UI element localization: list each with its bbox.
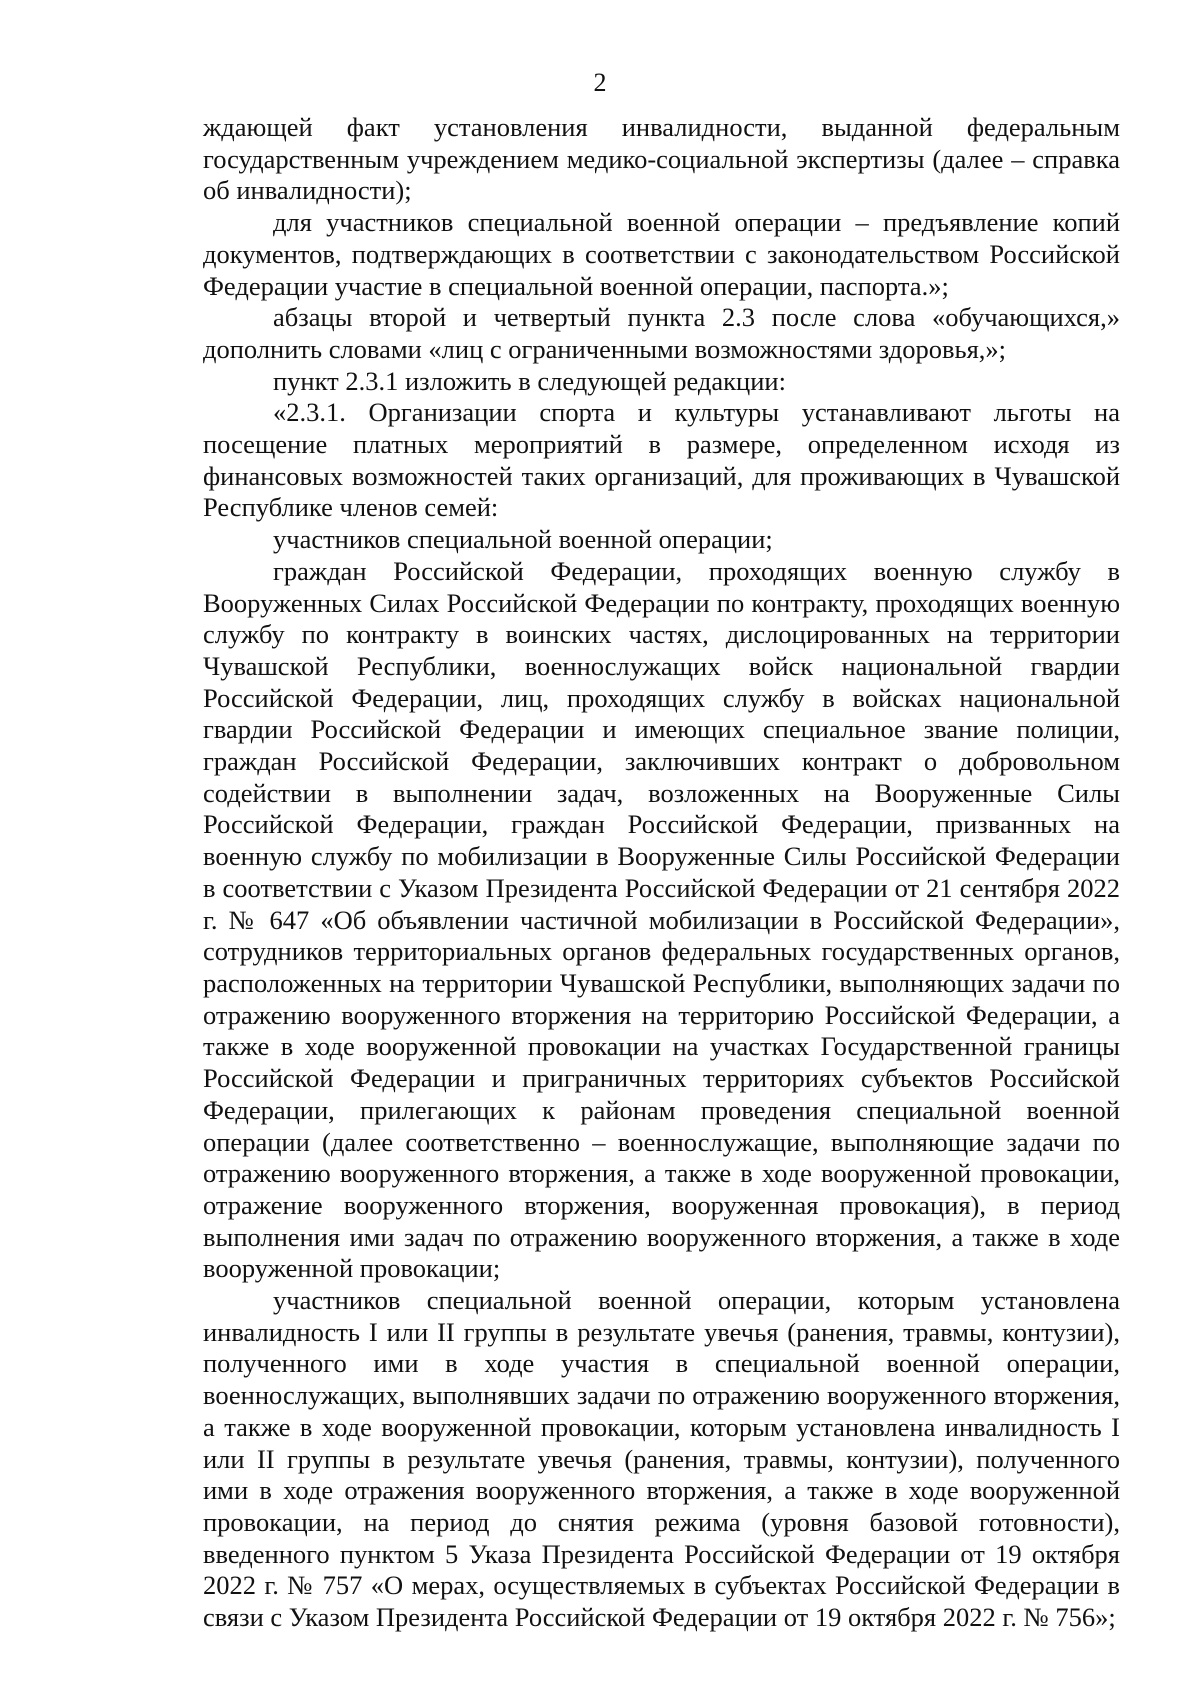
- paragraph: участников специальной военной операции;: [273, 524, 773, 555]
- paragraph: для участников специальной военной операции – предъявление копий документов, подтверждающих в соответствии с законодательством Российской Федерации участие в специальной военной операции, паспорта.»;: [203, 207, 1120, 301]
- page-number: 2: [593, 68, 607, 97]
- document-body: [203, 112, 1120, 1634]
- paragraph: пункт 2.3.1 изложить в следующей редакции:: [273, 365, 786, 396]
- paragraph-continuation: ждающей факт установления инвалидности, выданной федеральным государственным учреждением медико-социальной экспертизы (далее – справка об инвалидности);: [203, 112, 1120, 206]
- paragraph: «2.3.1. Организации спорта и культуры устанавливают льготы на посещение платных мероприятий в размере, определенном исходя из финансовых возможностей таких организаций, для проживающих в Чувашской Республике членов семей:: [203, 397, 1120, 523]
- paragraph: участников специальной военной операции, которым установлена инвалидность I или II группы в результате увечья (ранения, травмы, контузии), полученного ими в ходе участия в специальной военной операции, военнослужащих, выполнявших задачи по отражению вооруженного вторжения, а также в ходе вооруженной провокации, которым установлена инвалидность I или II группы в результате увечья (ранения, травмы, контузии), полученного ими в ходе отражения вооруженного вторжения, а также в ходе вооруженной провокации, на период до снятия режима (уровня базовой готовности), введенного пунктом 5 Указа Президента Российской Федерации от 19 октября 2022 г. № 757 «О мерах, осуществляемых в субъектах Российской Федерации в связи с Указом Президента Российской Федерации от 19 октября 2022 г. № 756»;: [203, 1285, 1120, 1633]
- paragraph: граждан Российской Федерации, проходящих военную службу в Вооруженных Силах Российской Федерации по контракту, проходящих военную службу по контракту в воинских частях, дислоцированных на территории Чувашской Республики, военнослужащих войск национальной гвардии Российской Федерации, лиц, проходящих службу в войсках национальной гвардии Российской Федерации и имеющих специальное звание полиции, граждан Российской Федерации, заключивших контракт о добровольном содействии в выполнении задач, возложенных на Вооруженные Силы Российской Федерации, граждан Российской Федерации, призванных на военную службу по мобилизации в Вооруженные Силы Российской Федерации в соответствии с Указом Президента Российской Федерации от 21 сентября 2022 г. № 647 «Об объявлении частичной мобилизации в Российской Федерации», сотрудников территориальных органов федеральных государственных органов, расположенных на территории Чувашской Республики, выполняющих задачи по отражению вооруженного вторжения на территорию Российской Федерации, а также в ходе вооруженной провокации на участках Государственной границы Российской Федерации и приграничных территориях субъектов Российской Федерации, прилегающих к районам проведения специальной военной операции (далее соответственно – военнослужащие, выполняющие задачи по отражению вооруженного вторжения, а также в ходе вооруженной провокации, отражение вооруженного вторжения, вооруженная провокация), в период выполнения ими задач по отражению вооруженного вторжения, а также в ходе вооруженной провокации;: [203, 555, 1120, 1284]
- paragraph: абзацы второй и четвертый пункта 2.3 после слова «обучающихся,» дополнить словами «лиц с ограниченными возможностями здоровья,»;: [203, 302, 1120, 364]
